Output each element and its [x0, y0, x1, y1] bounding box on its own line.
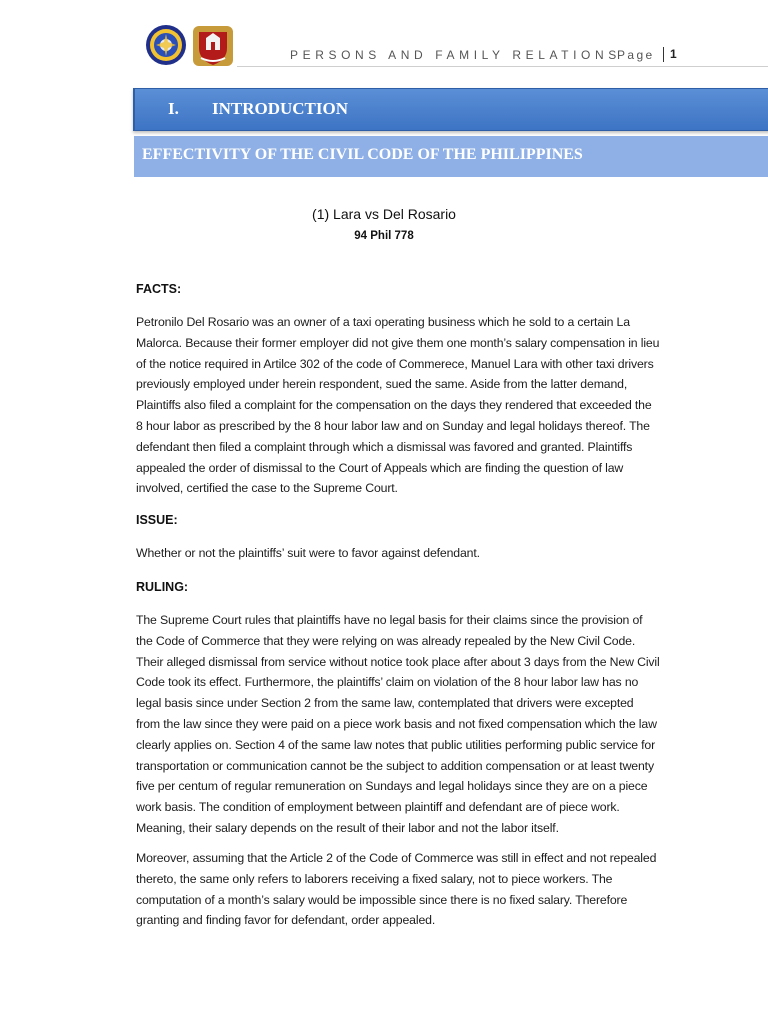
page-header: [0, 0, 768, 80]
case-title: (1) Lara vs Del Rosario: [312, 206, 456, 222]
facts-heading: FACTS:: [136, 282, 182, 296]
facts-body: Petronilo Del Rosario was an owner of a taxi operating business which he sold to a certain La Malorca. Because their former employer did not give them one month’s salary compensation in lieu of the notice required in Artilce 302 of the code of Commerece, Manuel Lara with other taxi drivers previously employed under herein respondent, sued the same. Aside from the latter demand, Plaintiffs also filed a complaint for the compensation on the days they rendered that exceeded the 8 hour labor as prescribed by the 8 hour labor law and on Sunday and legal holidays thereof. The defendant then filed a complaint through which a dismissal was favored and granted. Plaintiffs appealed the order of dismissal to the Court of Appeals which are finding the question of law involved, certified the case to the Supreme Court.: [136, 315, 660, 496]
college-crest-logo: [191, 24, 235, 68]
section-title: EFFECTIVITY OF THE CIVIL CODE OF THE PHILIPPINES: [142, 146, 583, 163]
chapter-title: INTRODUCTION: [212, 99, 349, 118]
header-rule: [237, 66, 768, 67]
page-number: 1: [670, 47, 677, 61]
page-label: Page: [617, 48, 655, 62]
ruling-body: The Supreme Court rules that plaintiffs have no legal basis for their claims since the provision of the Code of Commerce that they were relying on was already repealed by the New Civil Code. Their alleged dismissal from service without notice took place after about 3 days from the New Civil Code took its effect. Furthermore, the plaintiffs’ claim on violation of the 8 hour labor law has no legal basis since under Section 2 from the same law, contemplated that drivers were excepted from the law since they were paid on a piece work basis and not fixed compensation which the law clearly applies on. Section 4 of the same law notes that public utilities performing public service for transportation or communication cannot be the subject to addition compensation or at least twenty five per centum of regular remuneration on Sundays and legal holidays since they are on a piece work basis. The condition of employment between plaintiff and defendant are of piece work. Meaning, their salary depends on the result of their labor and not the labor itself.: [136, 613, 660, 835]
case-citation: 94 Phil 778: [354, 230, 414, 242]
ruling-body-continued: Moreover, assuming that the Article 2 of the Code of Commerce was still in effect and not repealed thereto, the same only refers to laborers receiving a fixed salary, not to piece workers. The computation of a month’s salary would be impossible since there is no fixed salary. Therefore granting and finding favor for defendant, order appealed.: [136, 851, 657, 928]
ruling-heading: RULING:: [136, 580, 189, 594]
chapter-heading-bar: [133, 88, 768, 131]
running-title: PERSONS AND FAMILY RELATIONS: [290, 48, 621, 62]
issue-body: Whether or not the plaintiffs’ suit were to favor against defendant.: [136, 546, 480, 560]
issue-heading: ISSUE:: [136, 513, 178, 527]
school-seal-logo: [145, 24, 187, 66]
chapter-number: I.: [168, 99, 179, 118]
section-heading-bar: [134, 136, 768, 177]
page-separator: [663, 47, 664, 62]
